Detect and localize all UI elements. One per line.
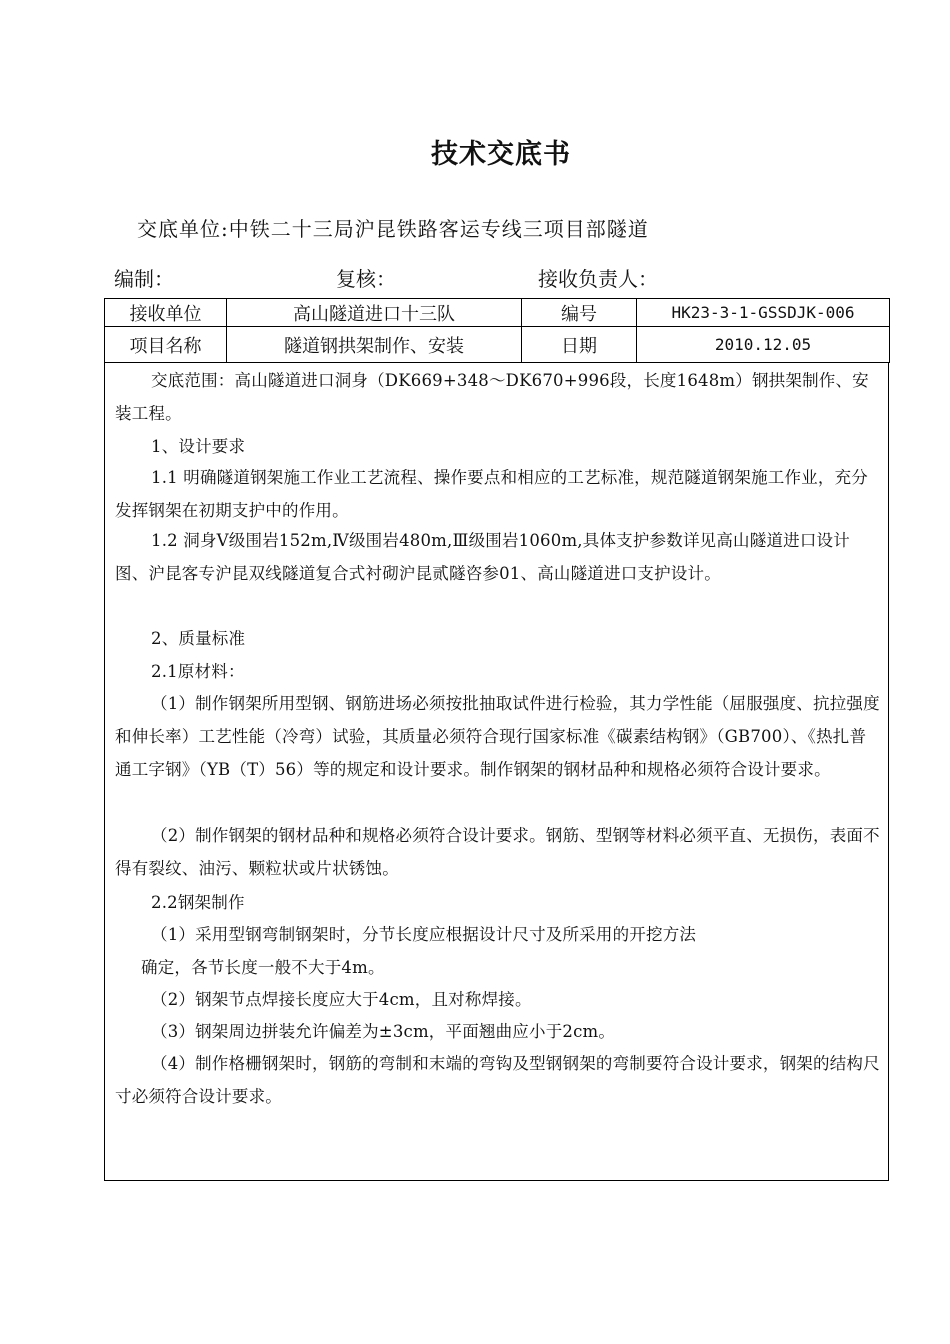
project-name-value: 隧道钢拱架制作、安装	[227, 327, 522, 363]
receiving-unit-value: 高山隧道进口十三队	[227, 299, 522, 327]
receiving-unit-label: 接收单位	[105, 299, 227, 327]
subsection-heading: 2.1原材料：	[151, 662, 245, 681]
date-label: 日期	[522, 327, 637, 363]
paragraph: （2）制作钢架的钢材品种和规格必须符合设计要求。钢筋、型钢等材料必须平直、无损伤，表面不得有裂纹、油污、颗粒状或片状锈蚀。	[115, 826, 880, 878]
paragraph: 1.2 洞身Ⅴ级围岩152m,Ⅳ级围岩480m,Ⅲ级围岩1060m,具体支护参数详见高山隧道进口设计图、沪昆客专沪昆双线隧道复合式衬砌沪昆贰隧咨参01、高山隧道进口支护设计。	[115, 531, 850, 583]
document-title: 技术交底书	[431, 139, 571, 170]
paragraph: 1.1 明确隧道钢架施工作业工艺流程、操作要点和相应的工艺标准，规范隧道钢架施工作业，充分发挥钢架在初期支护中的作用。	[115, 468, 868, 520]
reviewer-label: 复核：	[336, 267, 396, 291]
paragraph: （1）采用型钢弯制钢架时，分节长度应根据设计尺寸及所采用的开挖方法	[151, 925, 697, 944]
header-row-unit	[105, 299, 890, 327]
receiver-label: 接收负责人：	[538, 267, 658, 291]
subsection-heading: 2.2钢架制作	[151, 893, 245, 912]
editor-label: 编制：	[114, 267, 174, 291]
project-name-label: 项目名称	[105, 327, 227, 363]
number-value: HK23-3-1-GSSDJK-006	[637, 299, 890, 327]
paragraph: （3）钢架周边拼装允许偏差为±3cm，平面翘曲应小于2cm。	[151, 1022, 616, 1041]
section-heading: 2、质量标准	[151, 629, 246, 648]
section-heading: 1、设计要求	[151, 437, 246, 456]
paragraph: 确定，各节长度一般不大于4m。	[141, 958, 385, 977]
date-value: 2010.12.05	[637, 327, 890, 363]
paragraph: （4）制作格栅钢架时，钢筋的弯制和末端的弯钩及型钢钢架的弯制要符合设计要求，钢架的结构尺寸必须符合设计要求。	[115, 1054, 880, 1106]
number-label: 编号	[522, 299, 637, 327]
content-box	[104, 362, 889, 1181]
issuing-unit-line: 交底单位:中铁二十三局沪昆铁路客运专线三项目部隧道	[137, 217, 649, 241]
paragraph: （2）钢架节点焊接长度应大于4cm，且对称焊接。	[151, 990, 532, 1009]
paragraph-scope: 交底范围：高山隧道进口洞身（DK669+348～DK670+996段，长度1648m）钢拱架制作、安装工程。	[115, 371, 869, 423]
header-row-project	[105, 327, 890, 363]
header-table	[104, 298, 890, 363]
paragraph: （1）制作钢架所用型钢、钢筋进场必须按批抽取试件进行检验，其力学性能（屈服强度、抗拉强度和伸长率）工艺性能（冷弯）试验，其质量必须符合现行国家标准《碳素结构钢》（GB700）、《热扎普通工字钢》（YB（T）56）等的规定和设计要求。制作钢架的钢材品种和规格必须符合设计要求。	[115, 694, 880, 779]
